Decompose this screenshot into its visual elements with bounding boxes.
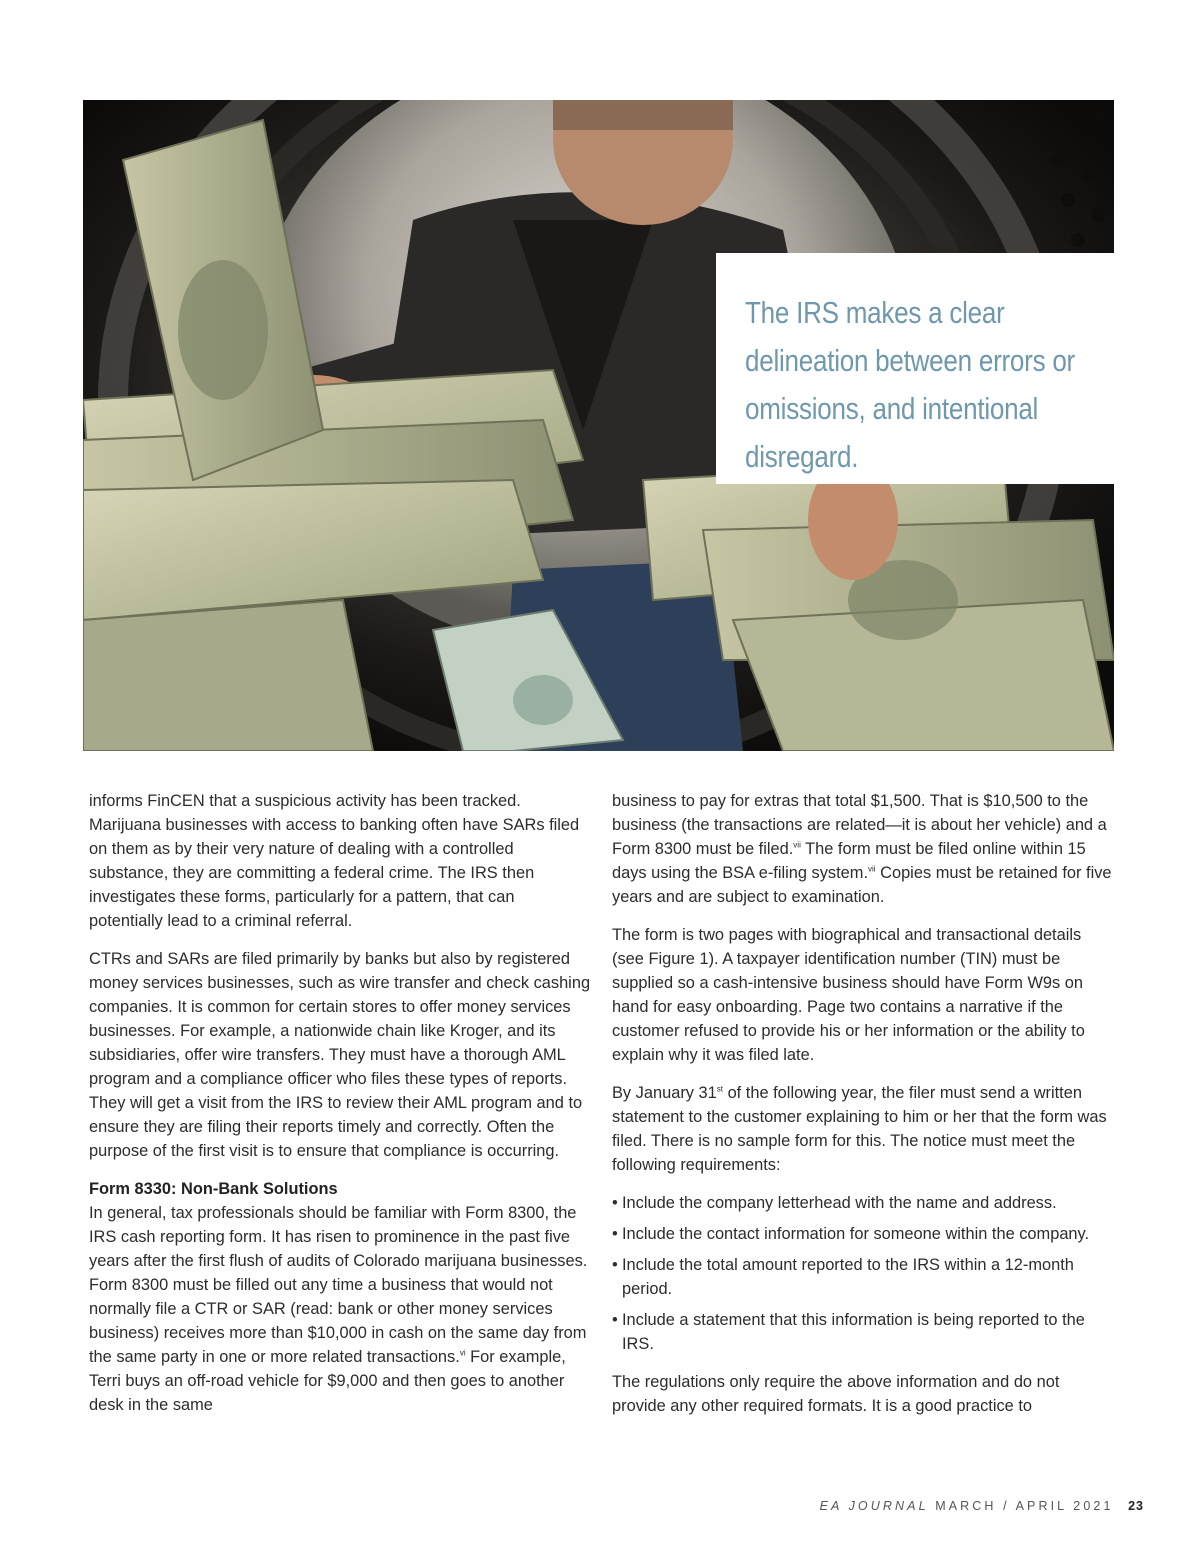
right-paragraph-3 bbox=[612, 1081, 1117, 1177]
list-item: • Include the total amount reported to the IRS within a 12-month period. bbox=[612, 1253, 1117, 1301]
right-paragraph-1-text-b: The form must be filed online within 15 days using the BSA e-filing system. bbox=[612, 840, 1086, 882]
endnote-vii-second: vii bbox=[868, 864, 876, 874]
right-paragraph-2: The form is two pages with biographical and transactional details (see Figure 1). A taxpayer identification number (TIN) must be supplied so a cash-intensive business should have Form W9s on hand for easy onboarding. Page two contains a narrative if the customer refused to provide his or her information or the ability to explain why it was filed late. bbox=[612, 926, 1085, 1064]
right-paragraph-3-text-a: By January 31 bbox=[612, 1084, 717, 1102]
ordinal-suffix: st bbox=[716, 1084, 724, 1094]
left-paragraph-3-text-b: For example, Terri buys an off-road vehicle for $9,000 and then goes to another desk in the same bbox=[89, 1348, 566, 1414]
right-paragraph-4: The regulations only require the above information and do not provide any other required formats. It is a good practice to bbox=[612, 1373, 1060, 1415]
pull-quote-text: The IRS makes a clear delineation between errors or omissions, and intentional disregard. bbox=[745, 295, 1075, 474]
page-footer bbox=[820, 1499, 1144, 1513]
right-paragraph-3-text-b: of the following year, the filer must send a written statement to the customer explaining to him or her that the form was filed. There is no sample form for this. The notice must meet the following requirements: bbox=[612, 1084, 1107, 1174]
left-paragraph-2: CTRs and SARs are filed primarily by banks but also by registered money services businesses, such as wire transfer and check cashing companies. It is common for certain stores to offer money services businesses. For example, a nationwide chain like Kroger, and its subsidiaries, offer wire transfers. They must have a thorough AML program and a compliance officer who files these types of reports. They will get a visit from the IRS to review their AML program and to ensure they are filing their reports timely and correctly. Often the purpose of the first visit is to ensure that compliance is occurring. bbox=[89, 950, 591, 1160]
right-column bbox=[612, 789, 1117, 1418]
list-item: • Include the company letterhead with the name and address. bbox=[612, 1191, 1117, 1215]
endnote-vii-first: vii bbox=[793, 840, 801, 850]
journal-name: EA JOURNAL bbox=[819, 1499, 929, 1513]
left-paragraph-1: informs FinCEN that a suspicious activity has been tracked. Marijuana businesses with access to banking often have SARs filed on them as by their very nature of dealing with a controlled substance, they are committing a federal crime. The IRS then investigates these forms, particularly for a pattern, that can potentially lead to a criminal referral. bbox=[89, 792, 580, 930]
endnote-vi: vi bbox=[459, 1348, 466, 1358]
left-column bbox=[89, 789, 591, 1417]
page-number: 23 bbox=[1128, 1499, 1144, 1513]
left-paragraph-3-text-a: In general, tax professionals should be familiar with Form 8300, the IRS cash reporting form. It has risen to prominence in the past five years after the first flush of audits of Colorado marijuana businesses. Form 8300 must be filled out any time a business that would not normally file a CTR or SAR (read: bank or other money services business) receives more than $10,000 in cash on the same day from the same party in one or more related transactions. bbox=[89, 1204, 588, 1366]
right-paragraph-1-text-c: Copies must be retained for five years and are subject to examination. bbox=[612, 864, 1112, 906]
requirements-list bbox=[612, 1191, 1117, 1356]
issue-date: MARCH / APRIL 2021 bbox=[935, 1499, 1114, 1513]
list-item: • Include the contact information for someone within the company. bbox=[612, 1222, 1117, 1246]
right-paragraph-1-text-a: business to pay for extras that total $1,500. That is $10,500 to the business (the transactions are related—it is about her vehicle) and a Form 8300 must be filed. bbox=[612, 792, 1107, 858]
right-paragraph-1 bbox=[612, 789, 1117, 909]
section-heading: Form 8330: Non-Bank Solutions bbox=[89, 1180, 338, 1198]
pull-quote-box bbox=[716, 253, 1114, 484]
left-paragraph-3 bbox=[89, 1201, 591, 1417]
list-item: • Include a statement that this information is being reported to the IRS. bbox=[612, 1308, 1117, 1356]
